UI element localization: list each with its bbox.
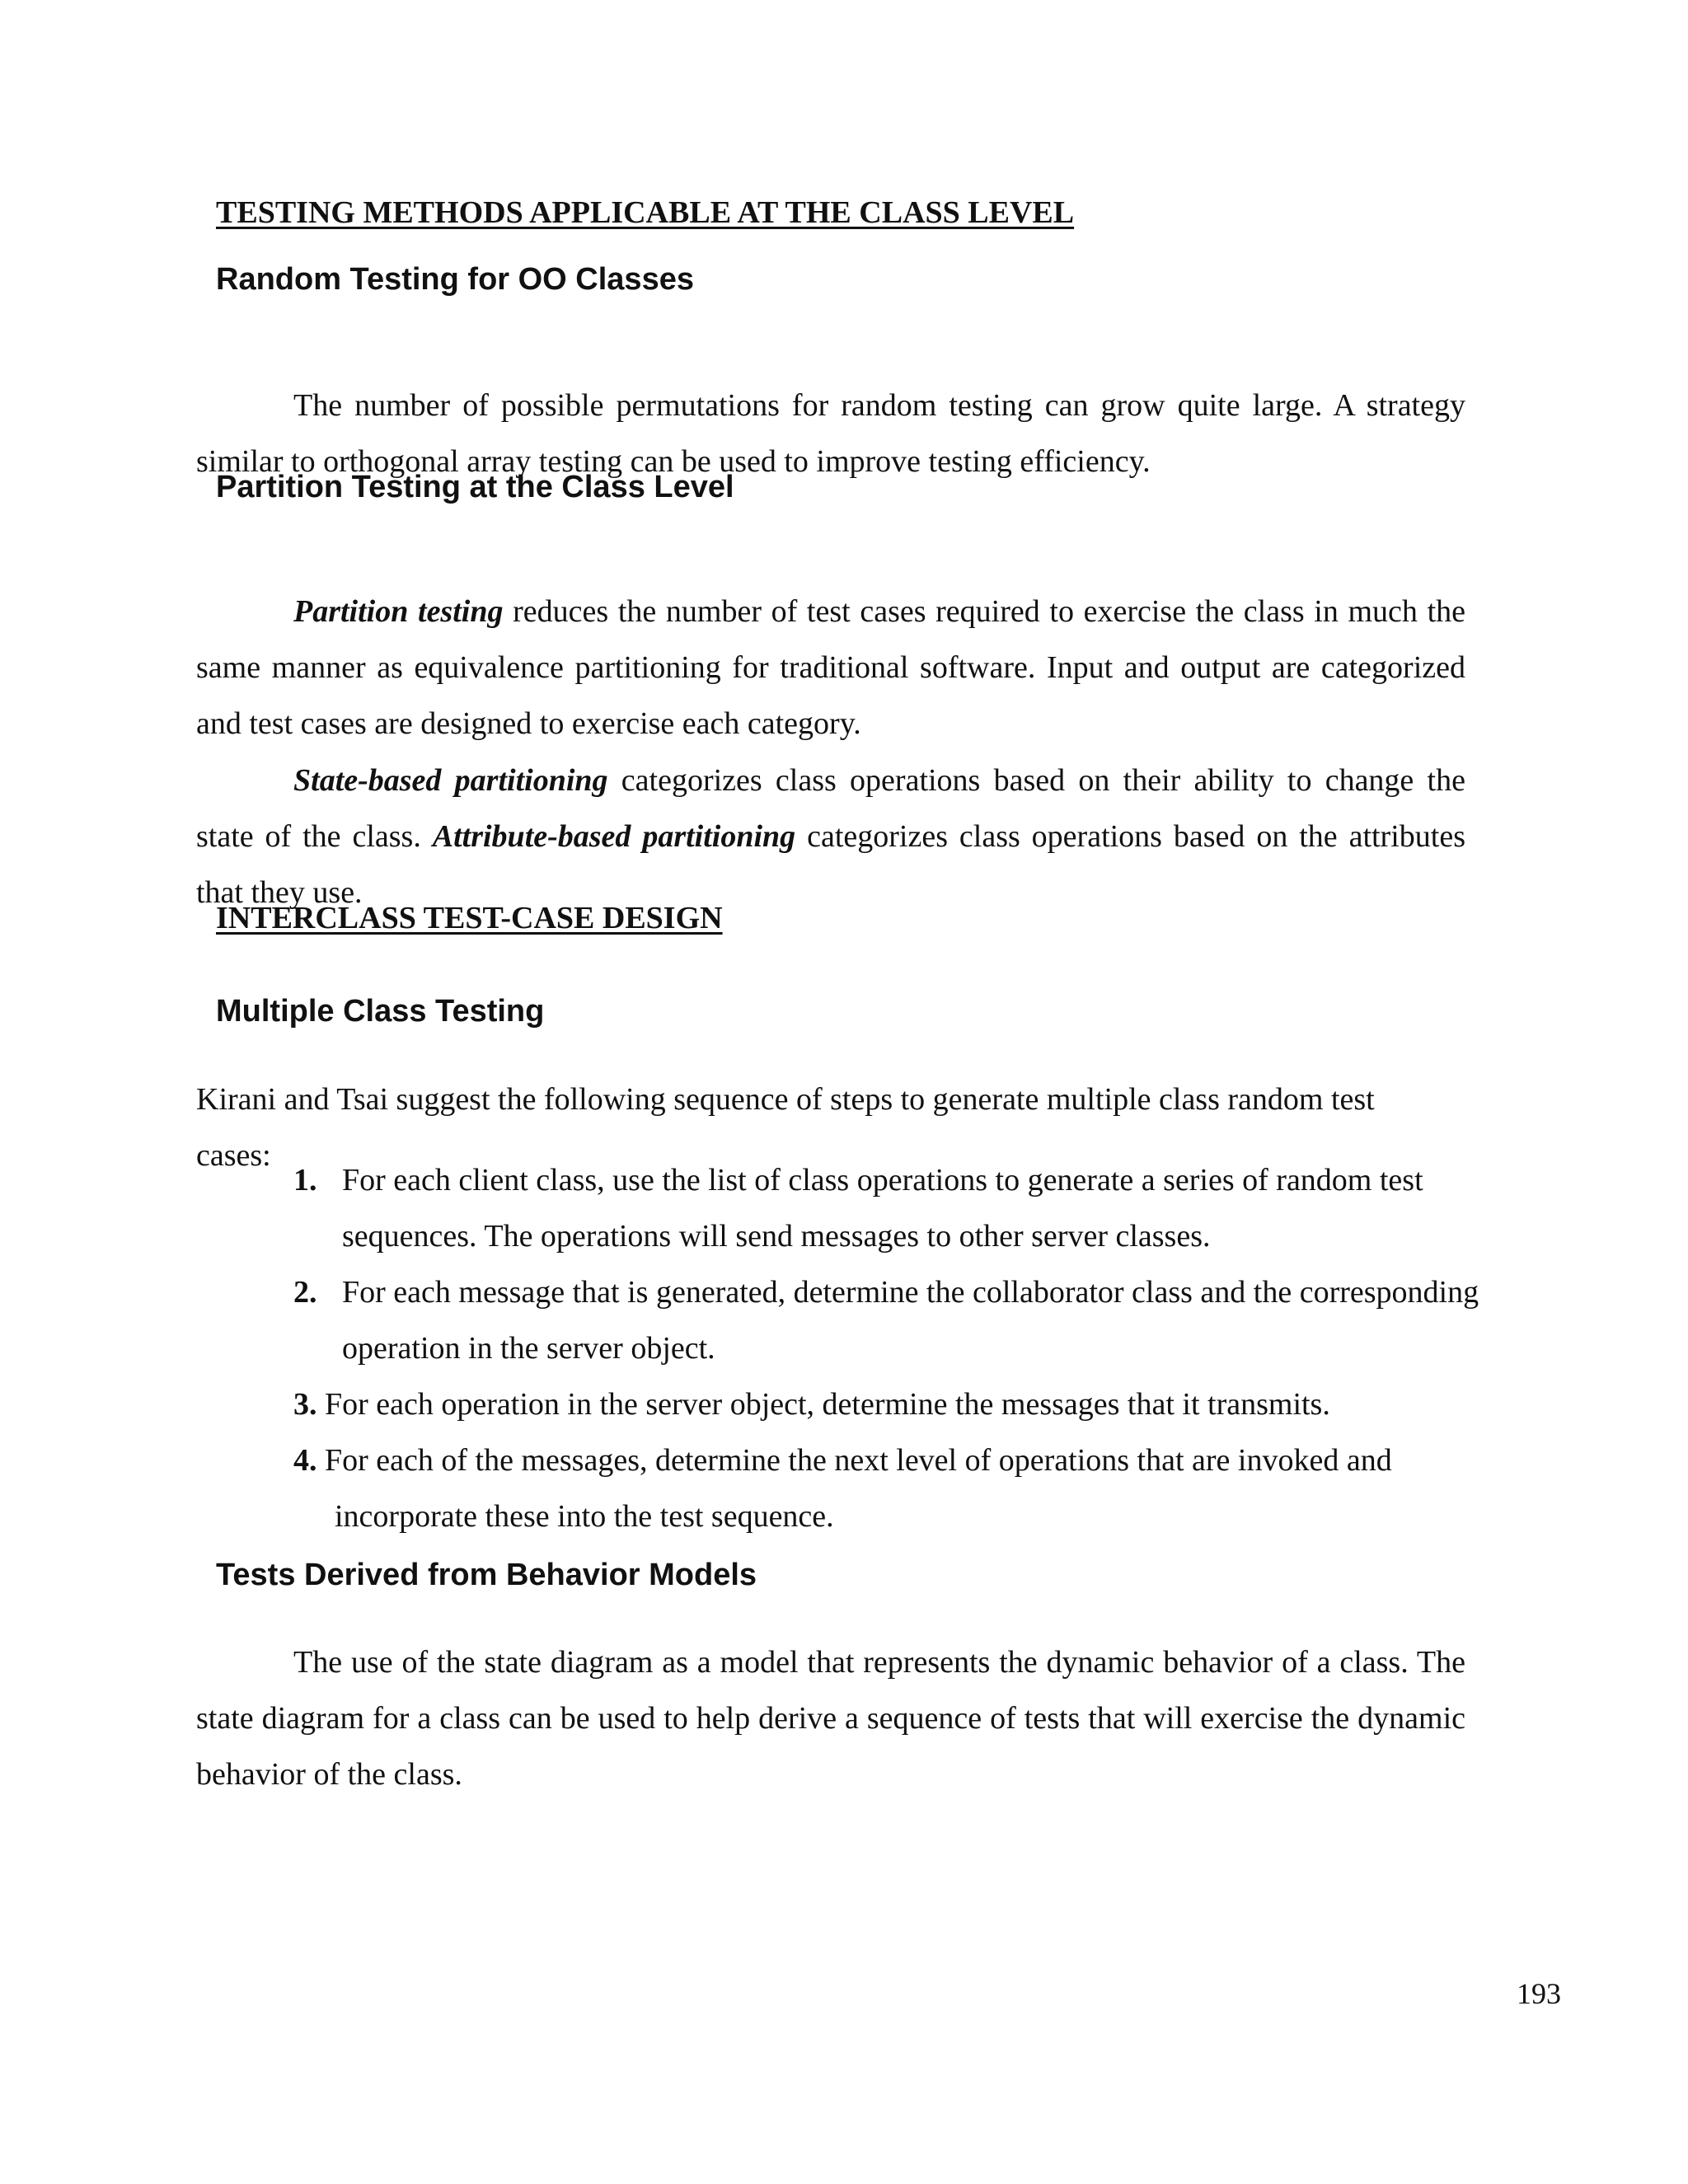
heading-partition-testing: Partition Testing at the Class Level: [216, 470, 734, 504]
term-attribute-based-partitioning: Attribute-based partitioning: [432, 819, 796, 854]
attribute-partitioning-text: categorizes class operations based on the attributes that they use.: [196, 819, 1465, 910]
paragraph-state-attribute-partitioning: [196, 752, 1465, 921]
step-number: 4.: [293, 1443, 317, 1478]
list-item: [293, 1152, 1480, 1264]
term-partition-testing: Partition testing: [293, 594, 504, 629]
heading-random-testing: Random Testing for OO Classes: [216, 262, 694, 297]
step-text: For each message that is generated, determine the collaborator class and the corresponding operation in the server object.: [342, 1275, 1479, 1366]
step-number: 1.: [293, 1163, 317, 1197]
step-text: For each client class, use the list of class operations to generate a series of random test sequences. The operations will send messages to other server classes.: [342, 1163, 1423, 1254]
paragraph-behavior-models: The use of the state diagram as a model that represents the dynamic behavior of a class. The state diagram for a class can be used to help derive a sequence of tests that will exercise the dynamic behavior of the class.: [196, 1645, 1465, 1792]
list-item: [293, 1376, 1480, 1432]
heading-class-level: TESTING METHODS APPLICABLE AT THE CLASS LEVEL: [216, 195, 1075, 230]
paragraph-partition-testing: [196, 583, 1465, 752]
step-number: 2.: [293, 1275, 317, 1310]
steps-list: [293, 1152, 1480, 1544]
step-text: For each operation in the server object, determine the messages that it transmits.: [325, 1387, 1330, 1422]
partition-testing-text: reduces the number of test cases required to exercise the class in much the same manner as equivalence partitioning for traditional software. Input and output are categorized and test cases are designed to exercise each category.: [196, 594, 1465, 741]
step-text-line-1: For each of the messages, determine the next level of operations that are invoked and: [325, 1443, 1392, 1478]
paragraph-multiple-class-intro: Kirani and Tsai suggest the following sequence of steps to generate multiple class random test cases:: [196, 1082, 1375, 1173]
heading-behavior-models: Tests Derived from Behavior Models: [216, 1558, 757, 1592]
step-number: 3.: [293, 1387, 317, 1422]
paragraph-random-testing: The number of possible permutations for random testing can grow quite large. A strategy similar to orthogonal array testing can be used to improve testing efficiency.: [196, 388, 1465, 479]
list-item: [293, 1264, 1480, 1376]
state-partitioning-text: categorizes class operations based on their ability to change the state of the class.: [196, 763, 1465, 854]
heading-multiple-class-testing: Multiple Class Testing: [216, 994, 545, 1029]
heading-interclass: INTERCLASS TEST-CASE DESIGN: [216, 901, 723, 935]
term-state-based-partitioning: State-based partitioning: [293, 763, 608, 798]
list-item: [293, 1432, 1480, 1544]
step-text-line-2: incorporate these into the test sequence.: [335, 1499, 834, 1534]
page-number: 193: [1517, 1977, 1561, 2010]
